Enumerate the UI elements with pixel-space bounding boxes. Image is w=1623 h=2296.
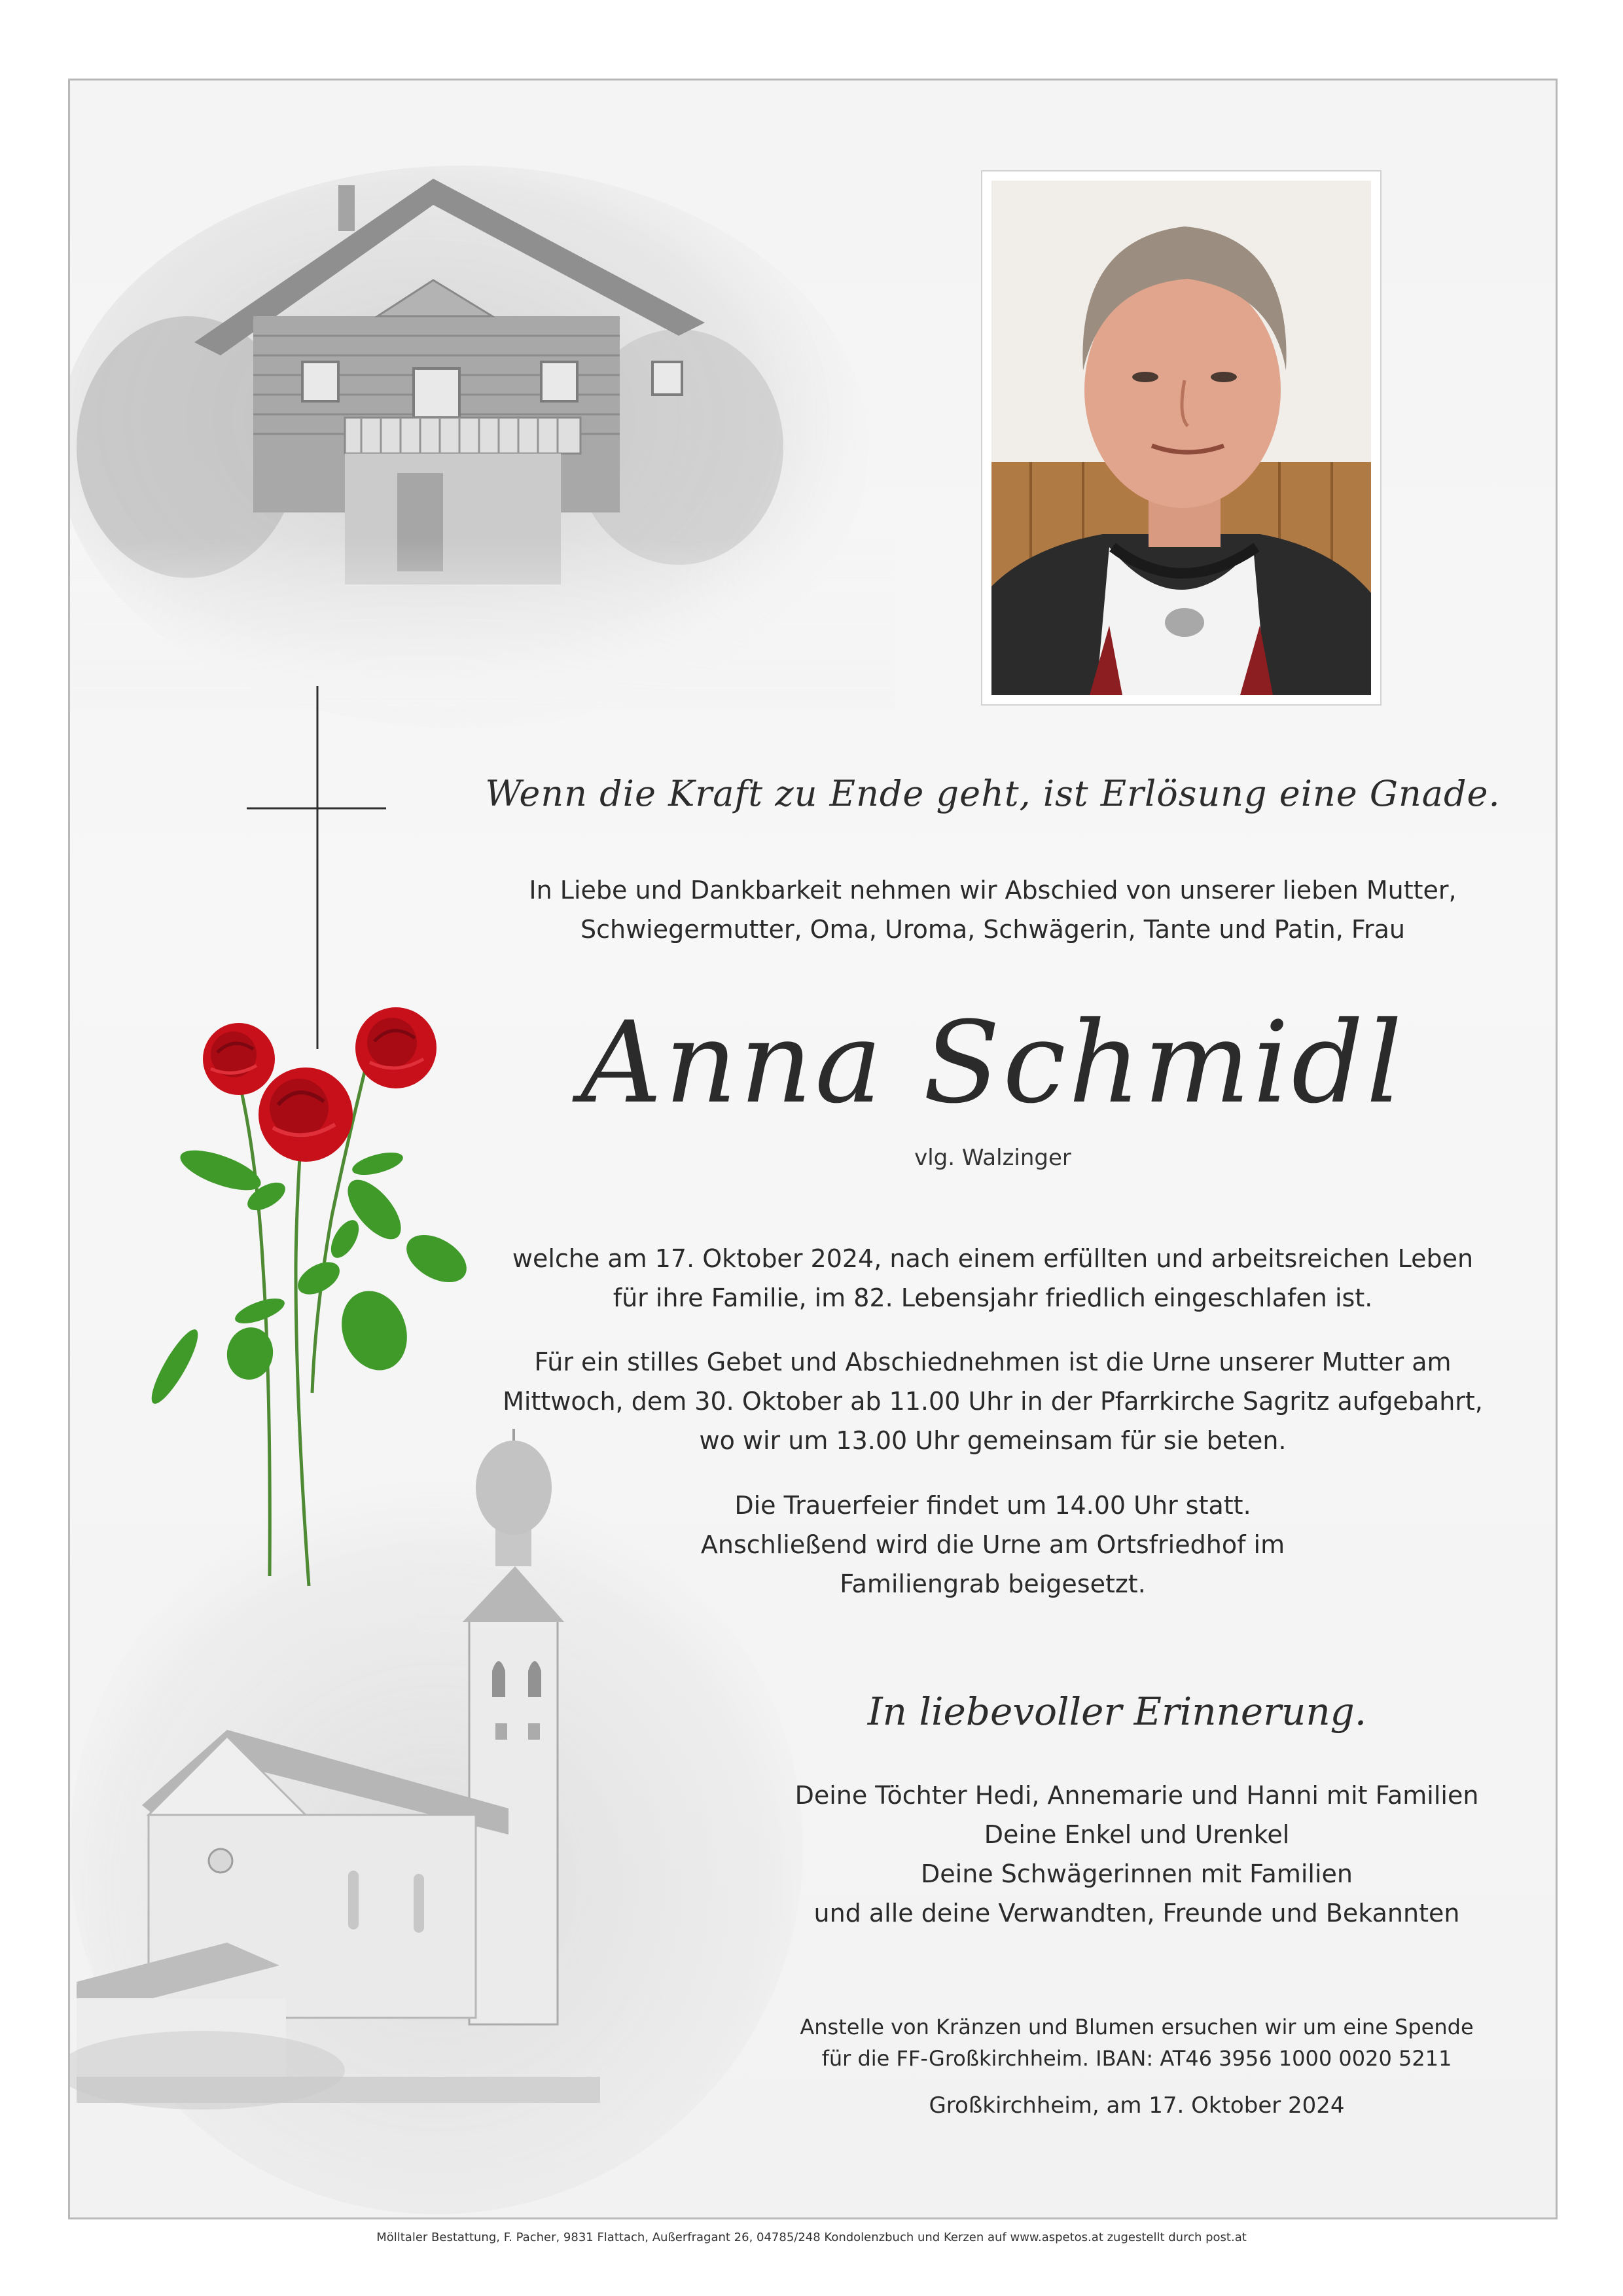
donation-line: für die FF-Großkirchheim. IBAN: AT46 3956 1000 0020 5211 — [821, 2046, 1452, 2071]
mourners-list — [744, 1776, 1529, 1933]
deceased-nickname: vlg. Walzinger — [914, 1145, 1071, 1171]
prayer-text-line: Für ein stilles Gebet und Abschiednehmen ist die Urne unserer Mutter am — [534, 1348, 1452, 1376]
obituary-sheet — [68, 79, 1558, 2219]
death-text-line: welche am 17. Oktober 2024, nach einem erfüllten und arbeitsreichen Leben — [512, 1244, 1474, 1273]
prayer-text-line: wo wir um 13.00 Uhr gemeinsam für sie beten. — [699, 1426, 1287, 1455]
remembrance-title: In liebevoller Erinnerung. — [867, 1689, 1367, 1734]
mourner-line: Deine Enkel und Urenkel — [984, 1820, 1290, 1849]
mourner-line: Deine Schwägerinnen mit Familien — [921, 1859, 1353, 1888]
prayer-text-line: Mittwoch, dem 30. Oktober ab 11.00 Uhr in der Pfarrkirche Sagritz aufgebahrt, — [503, 1387, 1483, 1416]
rose-bloom-left — [203, 1023, 275, 1095]
ceremony-text-line: Familiengrab beigesetzt. — [840, 1570, 1146, 1598]
footer-imprint: Mölltaler Bestattung, F. Pacher, 9831 Flattach, Außerfragant 26, 04785/248 Kondolenzbuch und Kerzen auf www.aspetos.at zugestellt durch post.at — [376, 2231, 1247, 2244]
intro-line: Schwiegermutter, Oma, Uroma, Schwägerin, Tante und Patin, Frau — [580, 915, 1405, 944]
rose-bloom-center — [259, 1067, 353, 1162]
mourner-line: Deine Töchter Hedi, Annemarie und Hanni mit Familien — [794, 1781, 1479, 1810]
death-text-line: für ihre Familie, im 82. Lebensjahr friedlich eingeschlafen ist. — [613, 1283, 1373, 1312]
death-text — [463, 1239, 1523, 1318]
place-date: Großkirchheim, am 17. Oktober 2024 — [929, 2092, 1345, 2119]
rose-bloom-right — [355, 1007, 437, 1088]
ceremony-text-line: Anschließend wird die Urne am Ortsfriedhof im — [700, 1530, 1285, 1559]
donation-line: Anstelle von Kränzen und Blumen ersuchen wir um eine Spende — [800, 2015, 1474, 2039]
intro-line: In Liebe und Dankbarkeit nehmen wir Abschied von unserer lieben Mutter, — [529, 876, 1457, 905]
deceased-name: Anna Schmidl — [580, 997, 1405, 1128]
intro-text — [463, 870, 1523, 949]
ceremony-text — [659, 1486, 1327, 1604]
portrait-frame — [981, 170, 1382, 706]
prayer-text — [463, 1342, 1523, 1460]
motto-quote: Wenn die Kraft zu Ende geht, ist Erlösung eine Gnade. — [485, 773, 1501, 814]
farmhouse-image — [70, 166, 895, 728]
cross-icon — [247, 686, 386, 1049]
donation-request — [777, 2011, 1497, 2074]
portrait-photo — [991, 181, 1371, 695]
mourner-line: und alle deine Verwandten, Freunde und Bekannten — [813, 1899, 1460, 1928]
ceremony-text-line: Die Trauerfeier findet um 14.00 Uhr statt. — [734, 1491, 1251, 1520]
